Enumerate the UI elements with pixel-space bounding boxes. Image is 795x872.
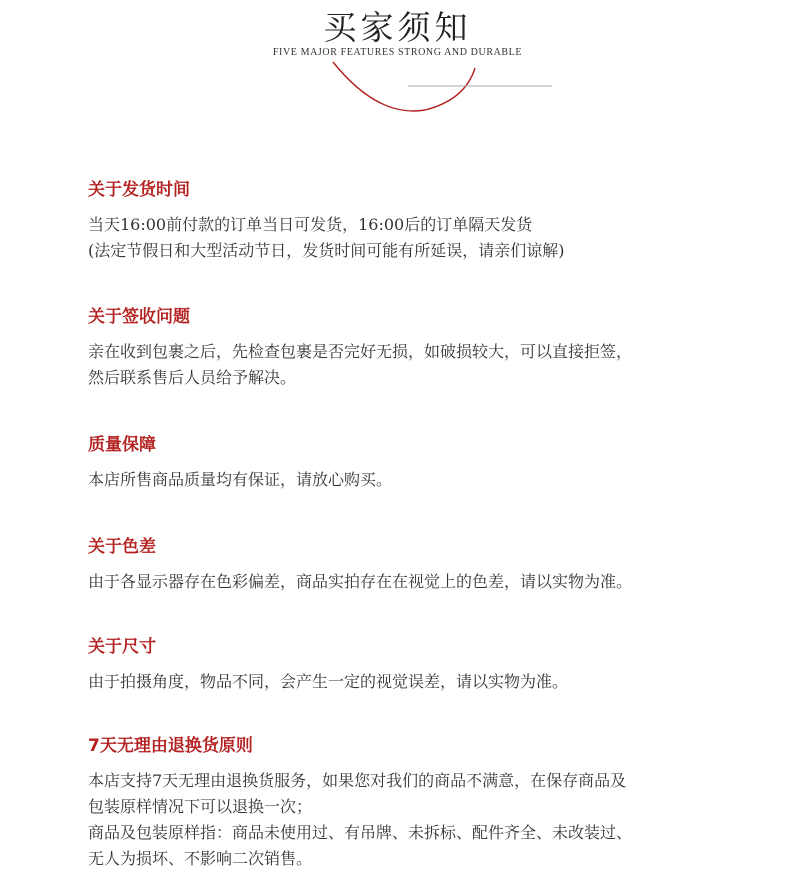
section-text-line: 本店所售商品质量均有保证，请放心购买。 <box>88 470 393 489</box>
notice-content <box>88 178 768 872</box>
notice-header <box>0 0 795 120</box>
section-heading: 关于色差 <box>88 537 156 557</box>
section-text-line: 亲在收到包裹之后，先检查包裹是否完好无损，如破损较大，可以直接拒签， <box>88 342 633 361</box>
section-text-line: 由于各显示器存在色彩偏差，商品实拍存在在视觉上的色差，请以实物为准。 <box>88 572 633 591</box>
section-color-difference <box>88 535 768 595</box>
section-heading: 关于尺寸 <box>88 637 156 657</box>
section-text-line: 由于拍摄角度，物品不同，会产生一定的视觉误差，请以实物为准。 <box>88 672 569 691</box>
section-signing <box>88 305 768 391</box>
section-heading: 关于发货时间 <box>88 180 190 200</box>
section-text-line: 商品及包装原样指：商品未使用过、有吊牌、未拆标、配件齐全、未改装过、 <box>88 823 633 842</box>
section-shipping-time <box>88 178 768 264</box>
section-text-line: 包装原样情况下可以退换一次； <box>88 797 313 816</box>
section-text-line: 当天16:00前付款的订单当日可发货，16:00后的订单隔天发货 <box>88 215 533 234</box>
section-heading: 7天无理由退换货原则 <box>88 736 253 756</box>
section-quality <box>88 433 768 493</box>
section-size <box>88 635 768 695</box>
section-text-line: (法定节假日和大型活动节日，发货时间可能有所延误，请亲们谅解) <box>88 241 565 260</box>
section-text-line: 然后联系售后人员给予解决。 <box>88 368 297 387</box>
section-text-line: 无人为损坏、不影响二次销售。 <box>88 849 313 868</box>
page-title: 买家须知 <box>323 8 472 47</box>
page-subtitle: FIVE MAJOR FEATURES STRONG AND DURABLE <box>272 47 523 58</box>
section-heading: 质量保障 <box>88 435 156 455</box>
section-heading: 关于签收问题 <box>88 307 190 327</box>
section-text-line: 本店支持7天无理由退换货服务，如果您对我们的商品不满意，在保存商品及 <box>88 771 627 790</box>
section-returns-policy <box>88 734 768 872</box>
